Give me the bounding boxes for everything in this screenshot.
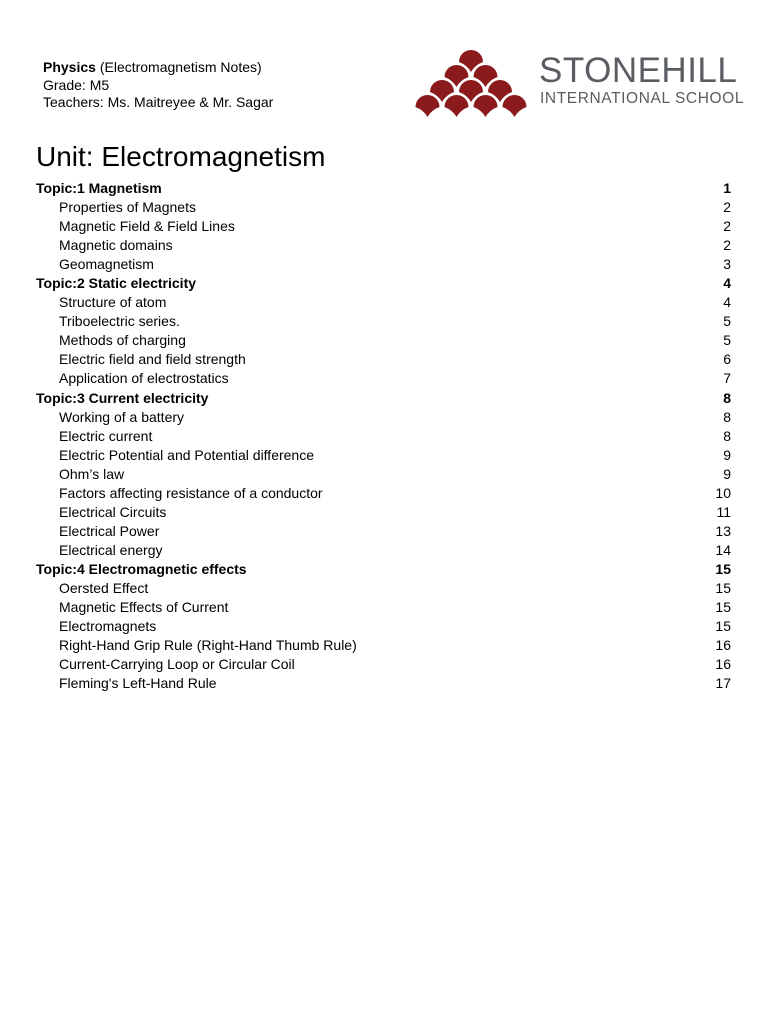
toc-subtopic-row	[36, 636, 731, 655]
school-logo	[412, 46, 748, 122]
toc-subtopic-row	[36, 484, 731, 503]
toc-entry-label: Electrical energy	[59, 541, 163, 558]
toc-topic-row	[36, 179, 731, 198]
toc-page-number: 8	[723, 427, 731, 444]
scallop-shape	[503, 95, 527, 117]
toc-subtopic-row	[36, 655, 731, 674]
subject-name: Physics	[43, 59, 96, 75]
toc-topic-row	[36, 389, 731, 408]
scallop-emblem-icon	[412, 46, 532, 122]
toc-page-number: 14	[715, 541, 731, 558]
toc-page-number: 10	[715, 484, 731, 501]
toc-topic-row	[36, 274, 731, 293]
toc-page-number: 15	[715, 599, 731, 616]
toc-page-number: 11	[716, 503, 731, 520]
document-header	[43, 59, 273, 112]
toc-subtopic-row	[36, 350, 731, 369]
toc-subtopic-row	[36, 446, 731, 465]
toc-subtopic-row	[36, 503, 731, 522]
toc-subtopic-row	[36, 579, 731, 598]
toc-subtopic-row	[36, 198, 731, 217]
toc-subtopic-row	[36, 255, 731, 274]
toc-page-number: 4	[723, 294, 731, 311]
toc-page-number: 9	[723, 446, 731, 463]
scallop-shape	[445, 95, 469, 117]
toc-entry-label: Application of electrostatics	[59, 370, 229, 387]
toc-subtopic-row	[36, 541, 731, 560]
toc-page-number: 15	[715, 579, 731, 596]
toc-page-number: 8	[723, 408, 731, 425]
toc-subtopic-row	[36, 331, 731, 350]
toc-entry-label: Topic:1 Magnetism	[36, 180, 162, 196]
toc-subtopic-row	[36, 369, 731, 388]
toc-page-number: 2	[723, 237, 731, 254]
toc-subtopic-row	[36, 522, 731, 541]
toc-entry-label: Factors affecting resistance of a conductor	[59, 484, 323, 501]
toc-entry-label: Topic:3 Current electricity	[36, 389, 209, 406]
toc-page-number: 16	[715, 656, 731, 673]
table-of-contents	[36, 179, 731, 693]
toc-page-number: 1	[723, 180, 731, 196]
toc-entry-label: Topic:4 Electromagnetic effects	[36, 560, 247, 577]
toc-entry-label: Geomagnetism	[59, 256, 154, 273]
toc-subtopic-row	[36, 465, 731, 484]
toc-entry-label: Properties of Magnets	[59, 199, 196, 216]
toc-subtopic-row	[36, 617, 731, 636]
toc-page-number: 6	[723, 351, 731, 368]
toc-subtopic-row	[36, 293, 731, 312]
toc-entry-label: Magnetic Field & Field Lines	[59, 218, 235, 235]
toc-topic-row	[36, 560, 731, 579]
subject-line	[43, 59, 273, 77]
toc-subtopic-row	[36, 598, 731, 617]
toc-entry-label: Right-Hand Grip Rule (Right-Hand Thumb Rule)	[59, 637, 357, 654]
toc-page-number: 15	[715, 560, 731, 577]
toc-entry-label: Electric field and field strength	[59, 351, 246, 368]
school-name: STONEHILL	[539, 51, 738, 90]
scallop-shape	[416, 95, 440, 117]
school-subtitle: INTERNATIONAL SCHOOL	[540, 90, 745, 107]
toc-entry-label: Triboelectric series.	[59, 313, 180, 330]
toc-entry-label: Electrical Circuits	[59, 503, 167, 520]
toc-entry-label: Methods of charging	[59, 332, 186, 349]
toc-entry-label: Electromagnets	[59, 618, 157, 635]
subject-note: (Electromagnetism Notes)	[95, 59, 262, 75]
toc-entry-label: Ohm’s law	[59, 465, 125, 482]
toc-page-number: 15	[715, 618, 731, 635]
toc-subtopic-row	[36, 408, 731, 427]
toc-entry-label: Electrical Power	[59, 522, 160, 539]
toc-page-number: 7	[723, 370, 731, 387]
toc-page-number: 4	[723, 275, 731, 292]
toc-page-number: 8	[723, 389, 731, 406]
toc-page-number: 5	[723, 313, 731, 330]
toc-page-number: 16	[715, 637, 731, 654]
toc-page-number: 17	[715, 675, 731, 692]
unit-title: Unit: Electromagnetism	[36, 141, 326, 172]
toc-page-number: 9	[723, 465, 731, 482]
toc-subtopic-row	[36, 217, 731, 236]
scallop-shape	[474, 95, 498, 117]
toc-entry-label: Working of a battery	[59, 408, 185, 425]
toc-entry-label: Magnetic Effects of Current	[59, 599, 229, 616]
toc-entry-label: Topic:2 Static electricity	[36, 275, 197, 292]
grade-line: Grade: M5	[43, 76, 110, 93]
toc-page-number: 5	[723, 332, 731, 349]
toc-entry-label: Structure of atom	[59, 294, 167, 311]
teachers-line: Teachers: Ms. Maitreyee & Mr. Sagar	[43, 94, 274, 110]
toc-subtopic-row	[36, 674, 731, 693]
toc-subtopic-row	[36, 236, 731, 255]
toc-page-number: 2	[723, 218, 731, 235]
toc-subtopic-row	[36, 312, 731, 331]
toc-entry-label: Electric current	[59, 427, 153, 444]
toc-entry-label: Current-Carrying Loop or Circular Coil	[59, 656, 295, 673]
toc-subtopic-row	[36, 427, 731, 446]
toc-entry-label: Electric Potential and Potential difference	[59, 446, 315, 463]
toc-page-number: 3	[723, 256, 731, 273]
toc-page-number: 13	[715, 522, 731, 539]
toc-entry-label: Fleming's Left-Hand Rule	[59, 675, 217, 692]
toc-entry-label: Oersted Effect	[59, 579, 149, 596]
toc-page-number: 2	[723, 199, 731, 216]
toc-entry-label: Magnetic domains	[59, 237, 173, 254]
